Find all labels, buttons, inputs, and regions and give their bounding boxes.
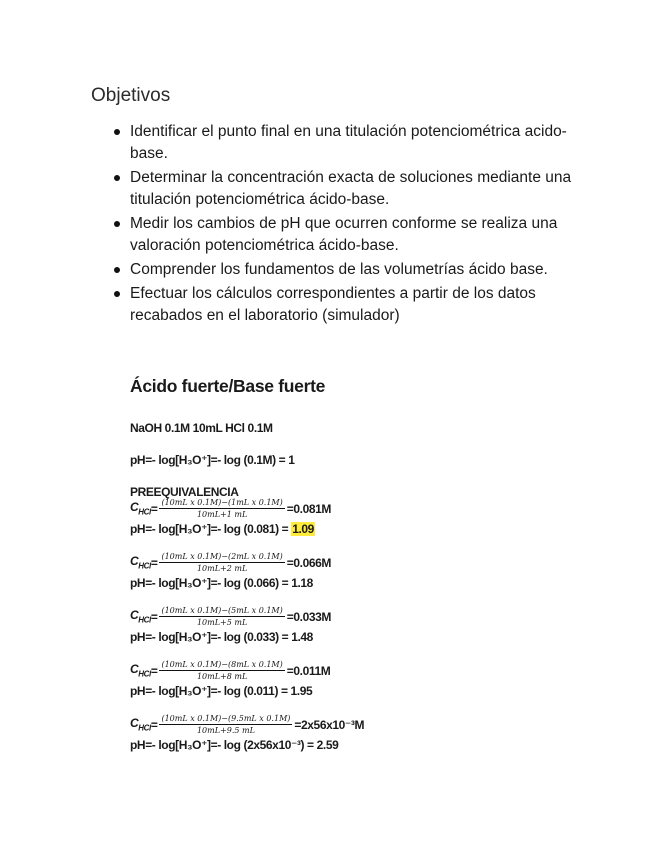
fraction-numerator: (10mL x 0.1M)−(1mL x 0.1M): [161, 498, 283, 507]
reagents-line: NaOH 0.1M 10mL HCl 0.1M: [130, 421, 273, 435]
list-item: Identificar el punto final en una titulación potenciométrica acido-base.: [110, 121, 580, 165]
preequivalence-label: PREEQUIVALENCIA: [130, 485, 239, 499]
concentration-formula: $C_{HCl}$ = $\frac{\text{(10mL x 0.1M)−(8mL x 0.1M)}}{10mL+8 mL}$ =0.011M: [130, 660, 331, 681]
list-item: Determinar la concentración exacta de soluciones mediante una titulación potenciométrica ácido-base.: [110, 167, 580, 211]
c-label: $C_{HCl}$: [130, 500, 151, 517]
concentration-result: =2x56x10⁻³M: [294, 717, 365, 732]
concentration-formula: $C_{HCl}$ = $\frac{\text{(10mL x 0.1M)−(2mL x 0.1M)}}{10mL+2 mL}$ =0.066M: [130, 552, 331, 573]
ph-formula: pH=- log[H₃O⁺]=- log (0.033) = 1.48: [130, 630, 313, 644]
ph-value: 1.09: [292, 522, 314, 536]
fraction: [159, 714, 292, 735]
fraction: [159, 660, 284, 681]
page-heading: Objetivos: [91, 85, 171, 106]
fraction: [159, 606, 284, 627]
fraction-denominator: 10mL+9.5 mL: [196, 726, 255, 735]
fraction-numerator: (10mL x 0.1M)−(2mL x 0.1M): [161, 552, 283, 561]
ph-formula: pH=- log[H₃O⁺]=- log (0.066) = 1.18: [130, 576, 313, 590]
c-label: $C_{HCl}$: [130, 662, 151, 679]
ph-value: 2.59: [316, 738, 339, 752]
c-label: $C_{HCl}$: [130, 608, 151, 625]
fraction-denominator: 10mL+1 mL: [196, 510, 248, 519]
objectives-list: [110, 121, 580, 329]
list-item: Efectuar los cálculos correspondientes a partir de los datos recabados en el laboratorio (simulador): [110, 283, 580, 327]
fraction: [159, 498, 284, 519]
ph-value: 1.18: [291, 576, 313, 590]
fraction-denominator: 10mL+2 mL: [196, 564, 248, 573]
initial-ph-line: pH=- log[H₃O⁺]=- log (0.1M) = 1: [130, 453, 295, 467]
ph-value: 1.95: [290, 684, 313, 698]
c-label: $C_{HCl}$: [130, 716, 151, 733]
concentration-formula: $C_{HCl}$ = $\frac{\text{(10mL x 0.1M)−(1mL x 0.1M)}}{10mL+1 mL}$ =0.081M: [130, 498, 331, 519]
concentration-formula: $C_{HCl}$ = $\frac{\text{(10mL x 0.1M)−(9.5mL x 0.1M)}}{10mL+9.5 mL}$ =2x56x10⁻³M: [130, 714, 365, 735]
concentration-result: =0.033M: [286, 609, 331, 624]
ph-formula: pH=- log[H₃O⁺]=- log (0.081) = 1.09: [130, 522, 314, 536]
fraction-numerator: (10mL x 0.1M)−(8mL x 0.1M): [161, 660, 283, 669]
ph-value: 1.48: [291, 630, 313, 644]
fraction-numerator: (10mL x 0.1M)−(9.5mL x 0.1M): [161, 714, 291, 723]
concentration-result: =0.081M: [286, 501, 331, 516]
list-item: Medir los cambios de pH que ocurren conforme se realiza una valoración potenciométrica ácido-base.: [110, 213, 580, 257]
fraction: [159, 552, 284, 573]
ph-formula: pH=- log[H₃O⁺]=- log (2x56x10⁻³) = 2.59: [130, 738, 339, 752]
concentration-result: =0.066M: [286, 555, 331, 570]
fraction-denominator: 10mL+8 mL: [196, 672, 248, 681]
c-label: $C_{HCl}$: [130, 554, 151, 571]
concentration-result: =0.011M: [286, 663, 331, 678]
concentration-formula: $C_{HCl}$ = $\frac{\text{(10mL x 0.1M)−(5mL x 0.1M)}}{10mL+5 mL}$ =0.033M: [130, 606, 331, 627]
list-item: Comprender los fundamentos de las volumetrías ácido base.: [110, 259, 580, 281]
fraction-numerator: (10mL x 0.1M)−(5mL x 0.1M): [161, 606, 283, 615]
section-title: Ácido fuerte/Base fuerte: [130, 376, 326, 396]
ph-formula: pH=- log[H₃O⁺]=- log (0.011) = 1.95: [130, 684, 313, 698]
fraction-denominator: 10mL+5 mL: [196, 618, 248, 627]
